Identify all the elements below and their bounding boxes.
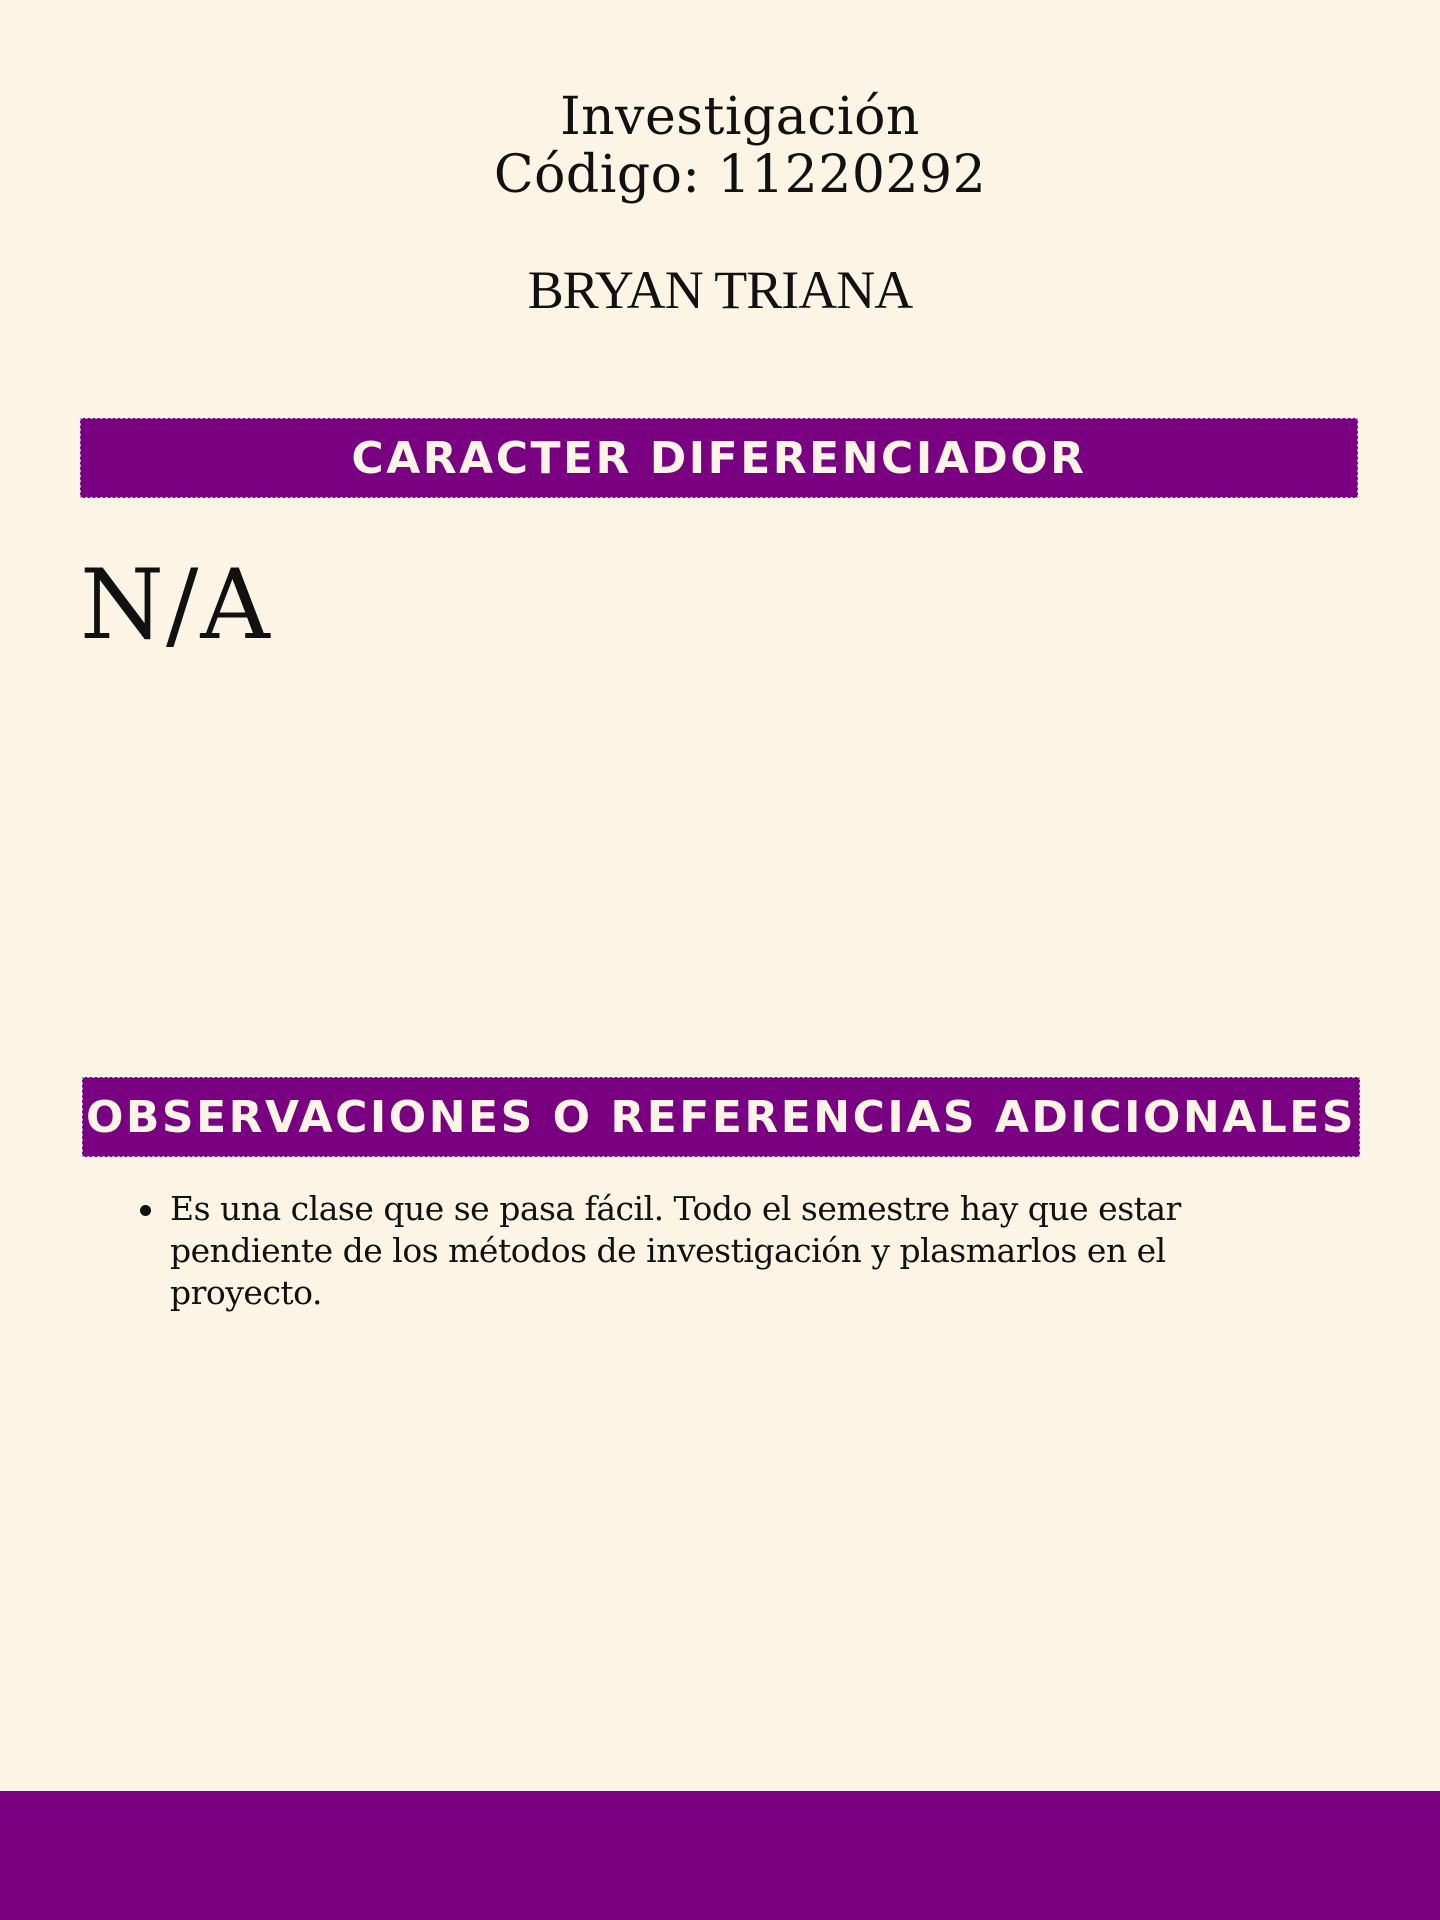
observations-list	[130, 1188, 1260, 1314]
section-heading-label: CARACTER DIFERENCIADOR	[351, 432, 1087, 484]
list-item	[170, 1188, 1260, 1314]
observation-text: Es una clase que se pasa fácil. Todo el semestre hay que estar pendiente de los métodos de investigación y plasmarlos en el proyecto.	[170, 1189, 1181, 1312]
section-heading-observations	[82, 1077, 1360, 1157]
footer-band	[0, 1791, 1440, 1920]
course-code: Código: 11220292	[493, 145, 987, 205]
course-title: Investigación	[560, 87, 920, 147]
student-name: BRYAN TRIANA	[527, 260, 913, 320]
section-heading-differentiator	[80, 418, 1358, 498]
section-heading-label: OBSERVACIONES O REFERENCIAS ADICIONALES	[85, 1091, 1357, 1143]
page-header	[0, 88, 1440, 204]
differentiator-value: N/A	[80, 549, 272, 661]
bullet-icon	[140, 1205, 151, 1216]
